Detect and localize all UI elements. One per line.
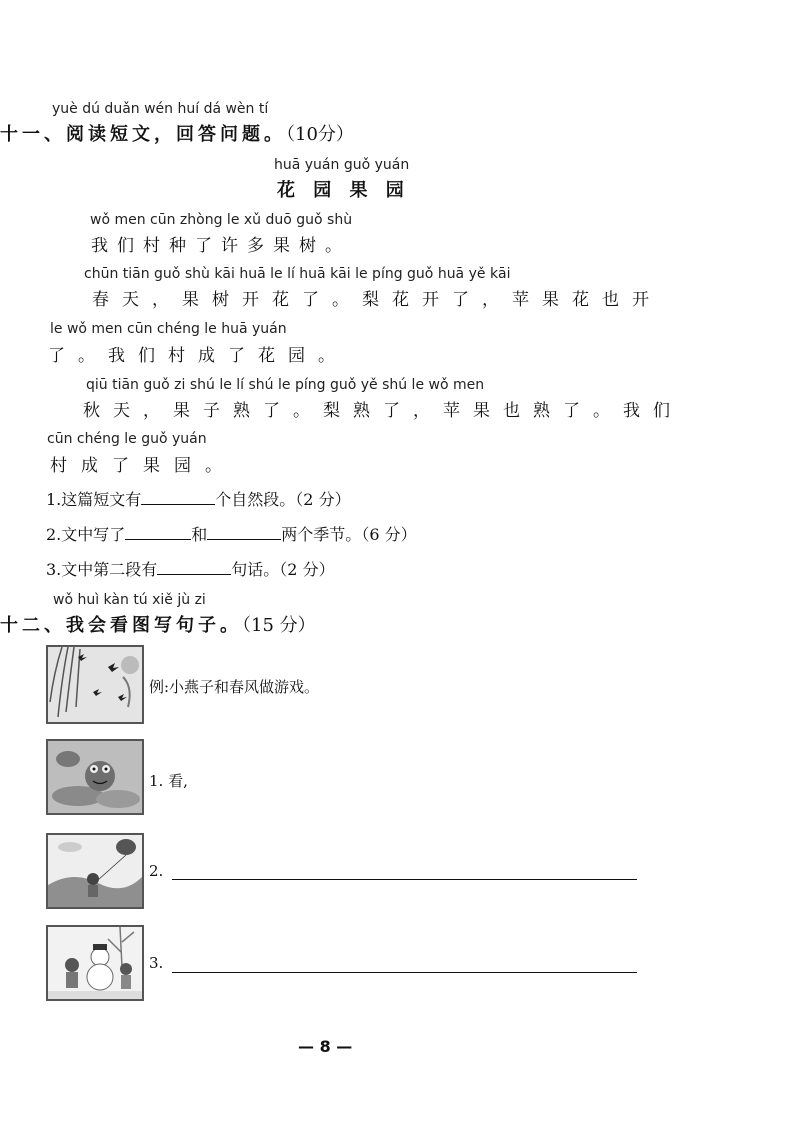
frog-lotus-illustration: [48, 741, 142, 813]
passage-line-4-pinyin: qiū tiān guǒ zi shú le lí shú le píng guǒ yě shú le wǒ men: [86, 377, 485, 393]
question-2: [46, 522, 417, 545]
question-3-blank[interactable]: [157, 574, 231, 575]
question-2-blank-2[interactable]: [207, 539, 281, 540]
question-2-after: 两个季节。: [281, 525, 362, 544]
passage-title-pinyin: huā yuán guǒ yuán: [274, 157, 410, 173]
question-2-blank-1[interactable]: [125, 539, 191, 540]
question-2-number: 2.: [46, 525, 62, 544]
answer-line-3[interactable]: [172, 972, 637, 973]
answer-line-2[interactable]: [172, 879, 637, 880]
frog-lotus-picture: [46, 739, 144, 815]
passage-line-1-pinyin: wǒ men cūn zhòng le xǔ duō guǒ shù: [90, 212, 353, 228]
section12-score: （15 分）: [242, 615, 316, 636]
picture-item-3: 3.: [149, 954, 164, 972]
passage-line-4: 秋天，果子熟了。梨熟了，苹果也熟了。我们: [83, 401, 683, 421]
picture-item-1: 1. 看,: [149, 772, 188, 790]
question-3-number: 3.: [46, 560, 62, 579]
passage-line-1: 我们村种了许多果树。: [91, 236, 351, 256]
passage-line-3-pinyin: le wǒ men cūn chéng le huā yuán: [50, 321, 287, 337]
swallows-willow-illustration: [48, 647, 142, 722]
snowman-children-illustration: [48, 927, 142, 999]
picture-item-example: 例:小燕子和春风做游戏。: [149, 678, 320, 696]
section12-pinyin: wǒ huì kàn tú xiě jù zi: [53, 592, 206, 608]
section11-heading: [0, 120, 354, 146]
swallows-willow-picture: [46, 645, 144, 724]
question-2-before: 文中写了: [61, 525, 126, 544]
section11-pinyin: yuè dú duǎn wén huí dá wèn tí: [52, 101, 269, 117]
kite-child-illustration: [48, 835, 142, 907]
passage-line-5-pinyin: cūn chéng le guǒ yuán: [47, 431, 207, 447]
question-3-before: 文中第二段有: [61, 560, 158, 579]
passage-line-5: 村成了果园。: [50, 456, 236, 476]
question-1-score: （2 分）: [295, 490, 351, 509]
passage-line-3: 了。我们村成了花园。: [48, 346, 348, 366]
section11-score: （10分）: [286, 124, 354, 145]
section12-heading-text: 十二、我会看图写句子。: [0, 615, 242, 636]
question-2-score: （6 分）: [361, 525, 417, 544]
section12-heading: [0, 611, 316, 637]
question-1-blank[interactable]: [141, 504, 215, 505]
passage-line-2: 春天，果树开花了。梨花开了，苹果花也开: [92, 290, 662, 310]
picture-item-2: 2.: [149, 862, 164, 880]
question-2-middle: 和: [191, 525, 208, 544]
snowman-children-picture: [46, 925, 144, 1001]
question-1-number: 1.: [46, 490, 62, 509]
kite-child-picture: [46, 833, 144, 909]
question-3-score: （2 分）: [279, 560, 335, 579]
question-3: [46, 557, 335, 580]
question-1-after: 个自然段。: [215, 490, 296, 509]
question-1-before: 这篇短文有: [61, 490, 142, 509]
passage-title: 花 园 果 园: [277, 180, 410, 201]
page-number: — 8 —: [298, 1037, 353, 1056]
section11-heading-text: 十一、阅读短文，回答问题。: [0, 124, 286, 145]
question-3-after: 句话。: [231, 560, 280, 579]
question-1: [46, 487, 351, 510]
passage-line-2-pinyin: chūn tiān guǒ shù kāi huā le lí huā kāi le píng guǒ huā yě kāi: [84, 266, 511, 282]
